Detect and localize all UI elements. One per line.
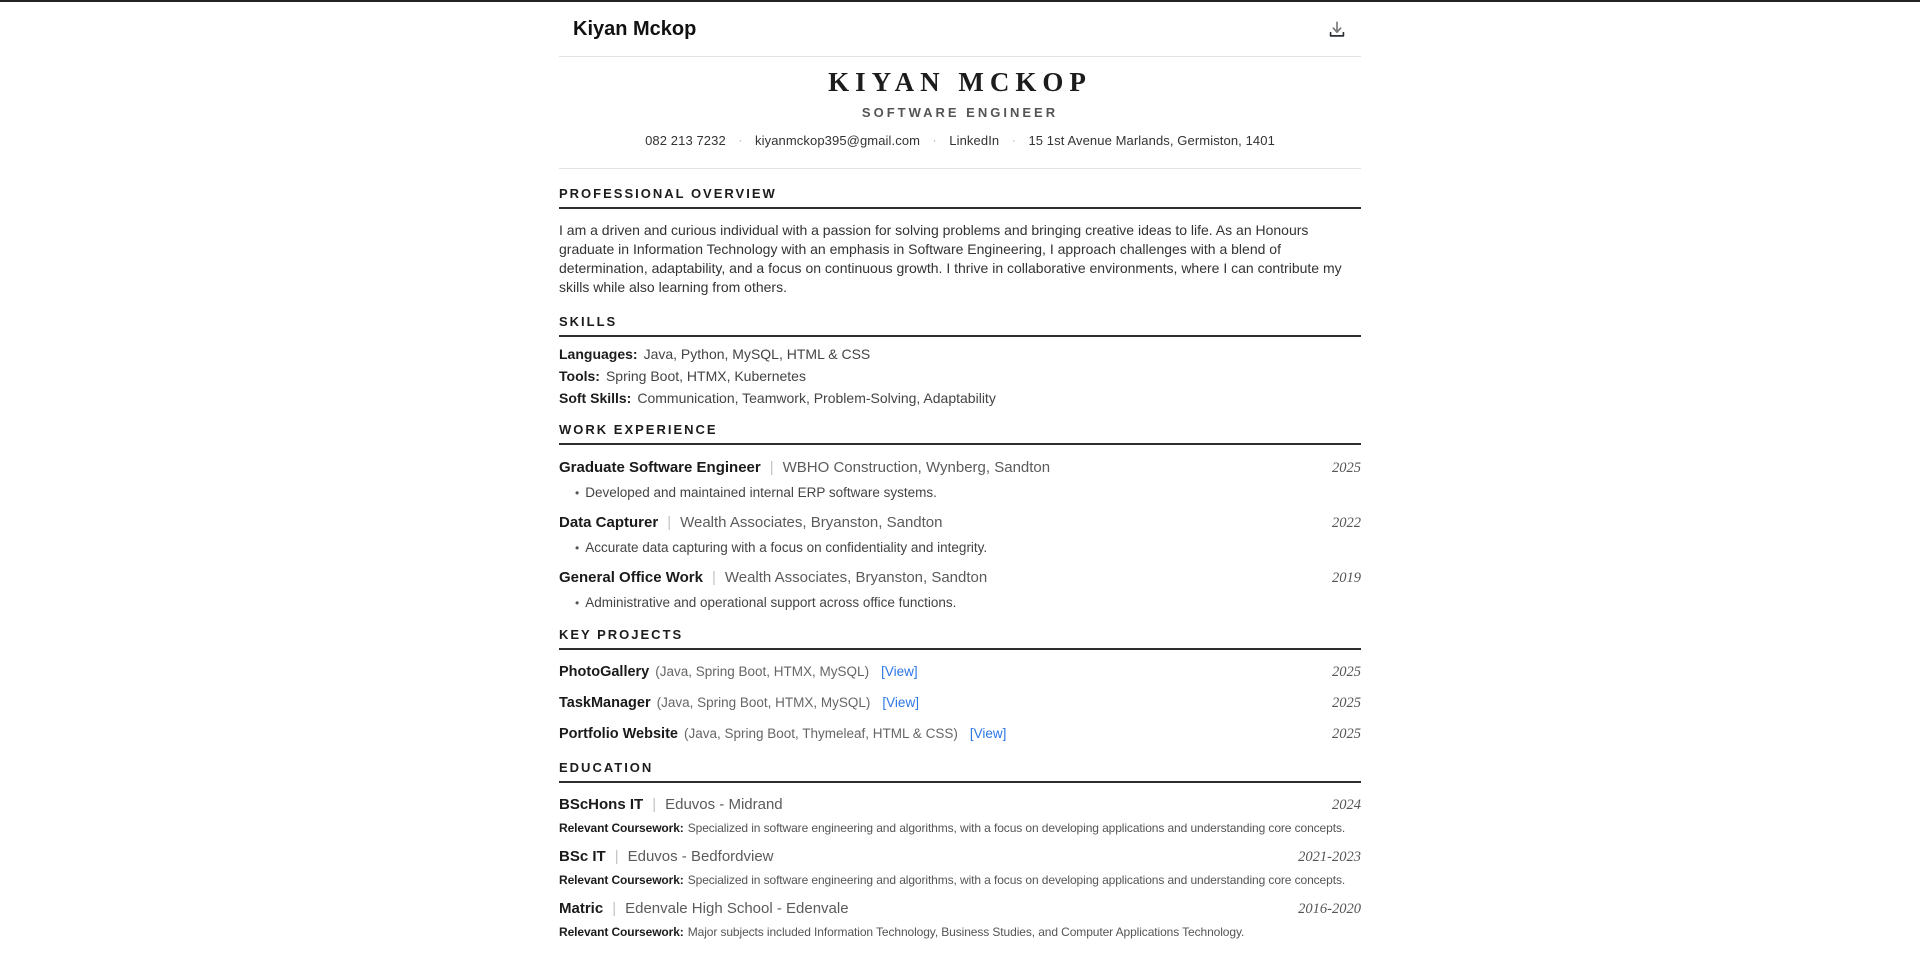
pipe-separator: | [711,569,716,586]
job-title-line [559,514,943,532]
pipe-separator: | [667,514,672,531]
education-school: Eduvos - Midrand [665,796,783,813]
job-title: Graduate Software Engineer [559,459,761,476]
job-year: 2019 [1332,570,1361,586]
contact-phone: 082 213 7232 [645,133,726,148]
contact-separator: · [738,135,743,147]
section-heading-projects: KEY PROJECTS [559,627,1361,650]
project-info [559,664,918,680]
education-year: 2021-2023 [1298,849,1361,865]
skill-label: Tools: [559,368,600,384]
job-year: 2025 [1332,460,1361,476]
coursework-text: Major subjects included Information Technology, Business Studies, and Computer Applications Technology. [687,925,1245,939]
pipe-separator: | [614,848,619,865]
education-title-line [559,900,849,918]
section-key-projects [559,627,1361,743]
resume-role: SOFTWARE ENGINEER [861,105,1059,120]
education-school: Eduvos - Bedfordview [627,848,774,865]
project-stack: (Java, Spring Boot, HTMX, MySQL) [656,695,871,710]
project-year: 2025 [1332,664,1361,680]
job-bullet [559,485,1361,500]
skill-value: Spring Boot, HTMX, Kubernetes [605,368,806,384]
job-title: Data Capturer [559,514,659,531]
skill-value: Java, Python, MySQL, HTML & CSS [643,346,871,362]
project-info [559,695,919,711]
skill-label: Languages: [559,346,638,362]
job-entry [559,569,1361,610]
project-row [559,726,1361,743]
resume-name: KIYAN MCKOP [828,67,1092,97]
project-stack: (Java, Spring Boot, Thymeleaf, HTML & CSS) [683,726,958,741]
download-button[interactable] [1317,9,1357,49]
coursework-label: Relevant Coursework: [559,821,684,835]
section-heading-experience: WORK EXPERIENCE [559,422,1361,445]
bullet-marker: • [575,596,580,610]
contact-linkedin-link[interactable]: LinkedIn [949,133,1000,148]
job-entry [559,514,1361,555]
project-info [559,726,1006,742]
resume-page [559,2,1361,939]
education-school: Edenvale High School - Edenvale [625,900,849,917]
hero-section [559,57,1361,169]
skill-row-languages [559,347,1361,361]
project-view-link[interactable]: [View] [882,695,919,710]
project-name: PhotoGallery [559,664,650,680]
coursework-text: Specialized in software engineering and algorithms, with a focus on developing applications and understanding core concepts. [687,821,1346,835]
project-name: TaskManager [559,695,651,711]
app-header-title: Kiyan Mckop [573,17,697,40]
job-entry [559,459,1361,500]
section-professional-overview [559,186,1361,297]
section-heading-skills: SKILLS [559,314,1361,337]
coursework-label: Relevant Coursework: [559,925,684,939]
skill-row-tools [559,369,1361,383]
education-head [559,900,1361,918]
job-bullet-text: Accurate data capturing with a focus on confidentiality and integrity. [585,540,988,555]
job-year: 2022 [1332,515,1361,531]
pipe-separator: | [769,459,774,476]
contact-separator: · [932,135,937,147]
job-head [559,459,1361,477]
project-row [559,695,1361,712]
education-entry [559,796,1361,835]
project-row [559,664,1361,681]
section-work-experience [559,422,1361,610]
section-heading-overview: PROFESSIONAL OVERVIEW [559,186,1361,209]
section-heading-education: EDUCATION [559,760,1361,783]
education-title-line [559,848,774,866]
job-company: Wealth Associates, Bryanston, Sandton [680,514,943,531]
app-header [559,2,1361,57]
bullet-marker: • [575,486,580,500]
education-head [559,848,1361,866]
skill-label: Soft Skills: [559,390,632,406]
job-company: WBHO Construction, Wynberg, Sandton [782,459,1051,476]
contact-separator: · [1011,135,1016,147]
download-icon [1326,18,1348,40]
overview-text: I am a driven and curious individual with a passion for solving problems and bringing creative ideas to life. As an Honours graduate in Information Technology with an emphasis in Software Engineering, I approach challenges with a blend of determination, adaptability, and a focus on continuous growth. I thrive in collaborative environments, where I can contribute my skills while also learning from others. [559,222,1342,295]
education-degree: BSc IT [559,848,606,865]
project-view-link[interactable]: [View] [881,664,918,679]
job-bullet-text: Developed and maintained internal ERP software systems. [585,485,937,500]
skill-value: Communication, Teamwork, Problem-Solving, Adaptability [637,390,996,406]
education-degree: Matric [559,900,604,917]
job-title-line [559,459,1050,477]
pipe-separator: | [612,900,617,917]
project-year: 2025 [1332,695,1361,711]
project-name: Portfolio Website [559,726,678,742]
project-year: 2025 [1332,726,1361,742]
skill-row-soft-skills [559,391,1361,405]
education-coursework [559,873,1361,887]
contact-email-link[interactable]: kiyanmckop395@gmail.com [755,133,921,148]
job-bullet-text: Administrative and operational support across office functions. [585,595,957,610]
job-bullet [559,540,1361,555]
job-head [559,514,1361,532]
job-company: Wealth Associates, Bryanston, Sandton [724,569,988,586]
pipe-separator: | [652,796,657,813]
job-title-line [559,569,987,587]
education-coursework [559,925,1361,939]
section-skills [559,314,1361,405]
education-degree: BScHons IT [559,796,644,813]
education-entry [559,848,1361,887]
education-year: 2016-2020 [1298,901,1361,917]
education-head [559,796,1361,814]
section-education [559,760,1361,939]
coursework-label: Relevant Coursework: [559,873,684,887]
job-head [559,569,1361,587]
education-year: 2024 [1332,797,1361,813]
education-coursework [559,821,1361,835]
contact-line [559,133,1361,148]
contact-address: 15 1st Avenue Marlands, Germiston, 1401 [1028,133,1275,148]
education-entry [559,900,1361,939]
bullet-marker: • [575,541,580,555]
job-bullet [559,595,1361,610]
coursework-text: Specialized in software engineering and algorithms, with a focus on developing applications and understanding core concepts. [687,873,1346,887]
project-stack: (Java, Spring Boot, HTMX, MySQL) [655,664,870,679]
project-view-link[interactable]: [View] [969,726,1007,741]
skills-list [559,347,1361,405]
job-title: General Office Work [559,569,703,586]
education-title-line [559,796,783,814]
